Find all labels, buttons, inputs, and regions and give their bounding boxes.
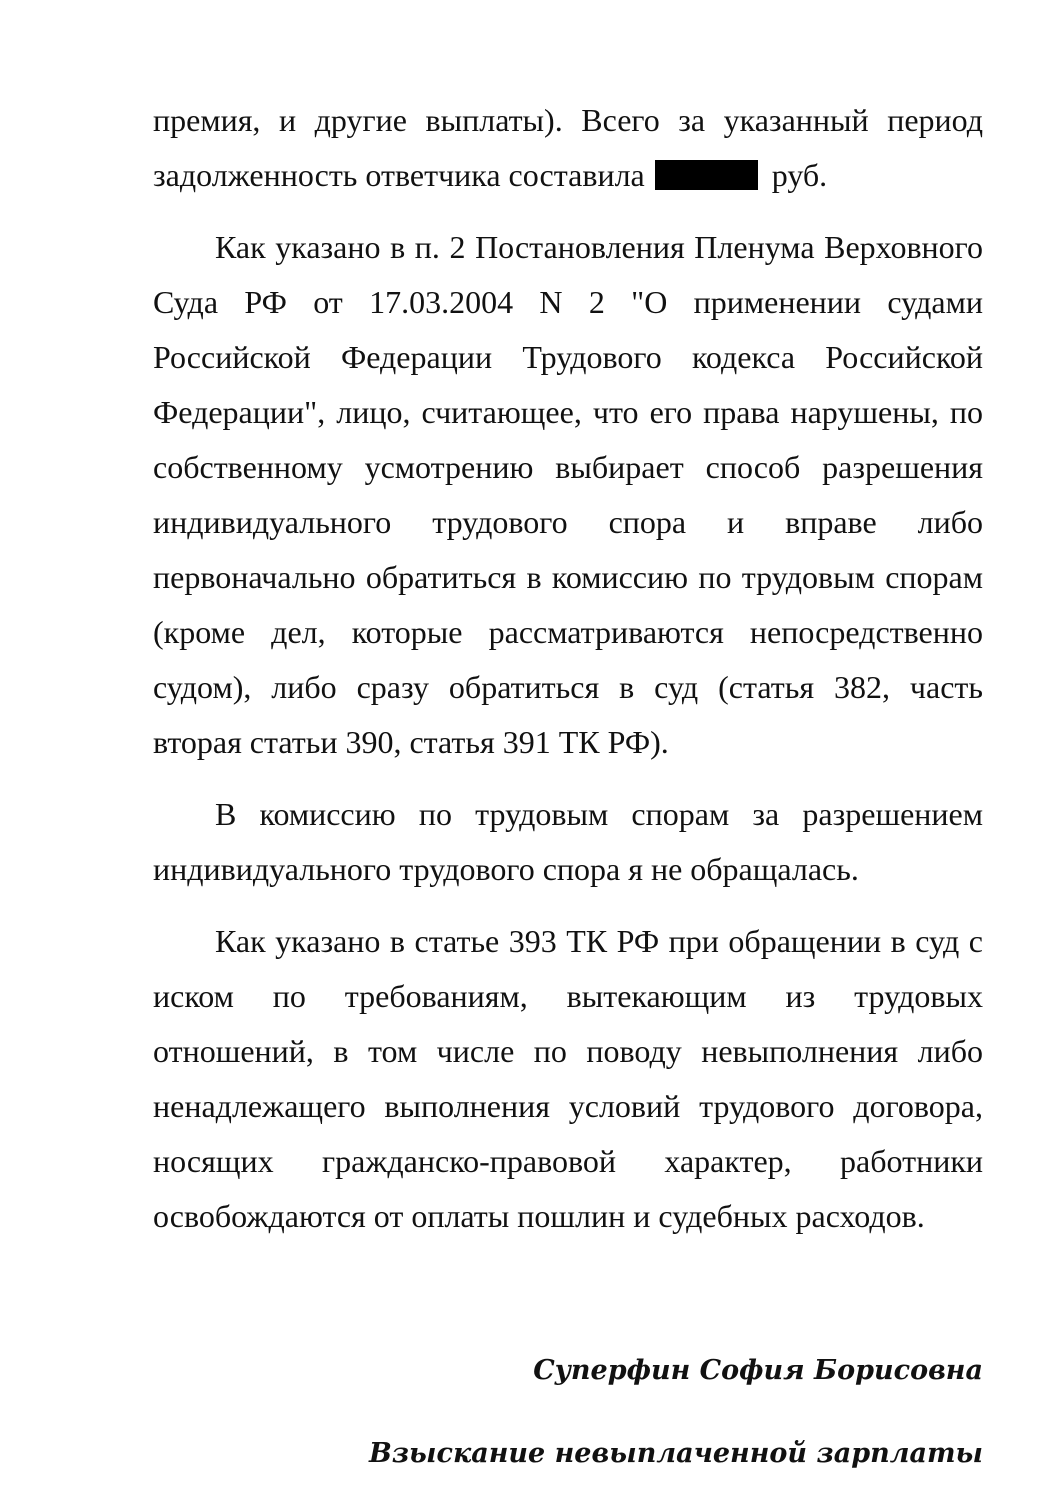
author-name: Суперфин София Борисовна xyxy=(533,1355,983,1386)
paragraph-article-393: Как указано в статье 393 ТК РФ при обращении в суд с иском по требованиям, вытекающим из трудовых отношений, в том числе по поводу невыполнения либо ненадлежащего выполнения условий трудового договора, носящих гражданско-правовой характер, работники освобождаются от оплаты пошлин и судебных расходов. xyxy=(153,923,983,1234)
document-page xyxy=(153,93,983,1244)
paragraph-debt-text: премия, и другие выплаты). Всего за указанный период задолженность ответчика составила xyxy=(153,102,983,193)
currency-label: руб. xyxy=(771,157,828,193)
paragraph-debt-total xyxy=(153,93,983,203)
redacted-amount xyxy=(655,160,758,190)
paragraph-commission: В комиссию по трудовым спорам за разрешением индивидуального трудового спора я не обращалась. xyxy=(153,796,983,887)
paragraph-plenum-resolution: Как указано в п. 2 Постановления Пленума Верховного Суда РФ от 17.03.2004 N 2 "О применении судами Российской Федерации Трудового кодекса Российской Федерации", лицо, считающее, что его права нарушены, по собственному усмотрению выбирает способ разрешения индивидуального трудового спора и вправе либо первоначально обратиться в комиссию по трудовым спорам (кроме дел, которые рассматриваются непосредственно судом), либо сразу обратиться в суд (статья 382, часть вторая статьи 390, статья 391 ТК РФ). xyxy=(153,229,983,760)
document-subtitle: Взыскание невыплаченной зарплаты xyxy=(369,1438,983,1469)
